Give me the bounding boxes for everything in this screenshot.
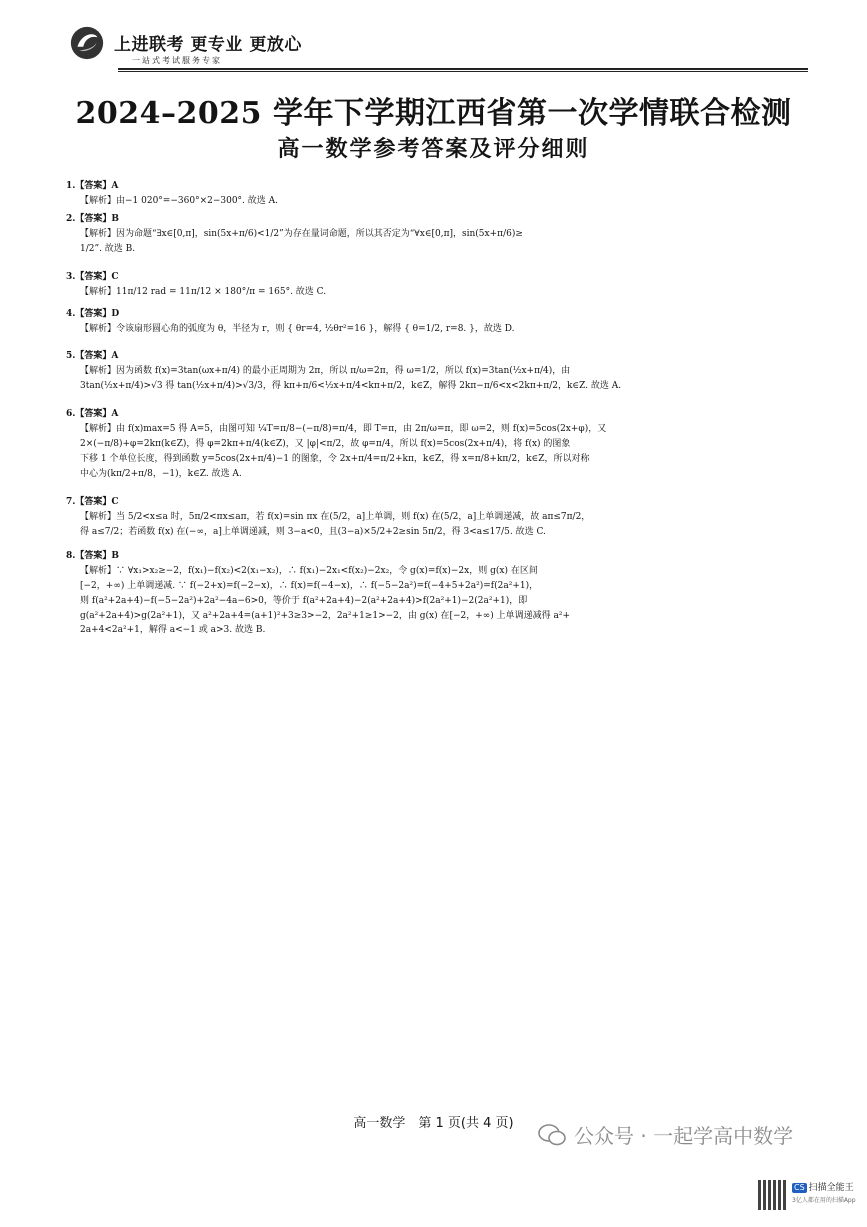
answer-label: 【答案】A [75,351,119,362]
answer-item [66,271,806,300]
solution-line: 【解析】因为函数 f(x)=3tan(ωx+π/4) 的最小正周期为 2π，所以 π/ω=2π，得 ω=1/2，所以 f(x)=3tan(½x+π/4)，由 [80,366,571,377]
solution-line: 2a+4<2a²+1，解得 a<−1 或 a>3. 故选 B. [80,625,266,636]
solution-line: 中心为(kπ/2+π/8，−1)，k∈Z. 故选 A. [80,469,242,479]
answer-label: 【答案】C [75,496,119,507]
answer-heading [66,271,806,285]
answer-item [66,180,806,209]
answer-heading [66,496,806,510]
solution-line: 【解析】由−1 020°=−360°×2−300°. 故选 A. [80,195,278,206]
solution-line: 3tan(½x+π/4)>√3 得 tan(½x+π/4)>√3/3，得 kπ+π/6<½x+π/4<kπ+π/2，k∈Z，解得 2kπ−π/6<x<2kπ+π/2，k∈Z. 故选 A. [80,381,622,392]
answer-label: 【答案】A [75,181,119,191]
solution-line: g(a²+2a+4)>g(2a²+1)，又 a²+2a+4=(a+1)²+3≥3>−2，2a²+1≥1>−2，由 g(x) 在[−2，+∞) 上单调递减得 a²+ [80,610,571,621]
answer-label: 【答案】C [75,271,119,282]
question-number: 6. [66,409,76,420]
solution-line: 1/2”. 故选 B. [80,243,136,254]
question-number: 5. [66,351,76,362]
brand-tagline: 一站式考试服务专家 [132,56,222,65]
page-title: 2024–2025 学年下学期江西省第一次学情联合检测 [75,96,792,131]
question-number: 2. [66,213,76,224]
qr-code [758,1180,788,1210]
answer-item [66,350,806,394]
page-footer: 高一数学 第 1 页(共 4 页) [353,1116,514,1131]
solution-line: 得 a≤7/2；若函数 f(x) 在(−∞，a]上单调递减，则 3−a<0，且(3−a)×5/2+2≥sin 5π/2，得 3<a≤17/5. 故选 C. [80,526,546,537]
solution-line: [−2，+∞) 上单调递减. ∵ f(−2+x)=f(−2−x)，∴ f(x)=f(−4−x)，∴ f(−5−2a²)=f(−4+5+2a²)=f(2a²+1)， [80,580,539,591]
answer-item [66,550,806,639]
answer-heading [66,308,806,322]
answer-item [66,496,806,540]
scan-badge-sub: 3亿人都在用的扫描App [792,1196,856,1204]
camscanner-icon: CS [794,1183,805,1192]
watermark-text: 公众号 · 一起学高中数学 [574,1124,794,1148]
solution-line: 下移 1 个单位长度，得到函数 y=5cos(2x+π/4)−1 的图象，令 2x+π/4=π/2+kπ，k∈Z，得 x=π/8+kπ/2，k∈Z，所以对称 [80,454,590,465]
solution-line: 【解析】当 5/2<x≤a 时，5π/2<πx≤aπ，若 f(x)=sin πx 在(5/2，a]上单调，则 f(x) 在(5/2，a]上单调递减，故 aπ≤7π/2， [80,511,591,522]
scan-badge [792,1183,856,1206]
answer-item [66,213,806,257]
answer-heading [66,180,806,194]
solution-line: 【解析】因为命题“∃x∈[0,π]，sin(5x+π/6)<1/2”为存在量词命题，所以其否定为“∀x∈[0,π]，sin(5x+π/6)≥ [80,228,523,239]
question-number: 3. [66,271,76,282]
answer-heading [66,550,806,564]
answer-heading [66,408,806,422]
answer-label: 【答案】D [75,308,120,319]
solution-line: 【解析】令该扇形圆心角的弧度为 θ，半径为 r，则 { θr=4, ½θr²=16 }，解得 { θ=1/2, r=8. }，故选 D. [80,323,515,334]
question-number: 1. [66,181,76,191]
solution-line: 【解析】由 f(x)max=5 得 A=5，由图可知 ¼T=π/8−(−π/8)=π/4，即 T=π，由 2π/ω=π，即 ω=2，则 f(x)=5cos(2x+φ)，又 [80,424,607,435]
brand-slogan: 上进联考 更专业 更放心 [114,35,302,55]
question-number: 8. [66,550,76,561]
answer-heading [66,350,806,364]
answer-item [66,408,806,482]
solution-line: 2×(−π/8)+φ=2kπ(k∈Z)，得 φ=2kπ+π/4(k∈Z)，又 |φ|<π/2，故 φ=π/4，所以 f(x)=5cos(2x+π/4)，将 f(x) 的图象 [80,439,571,450]
question-number: 7. [66,496,76,507]
watermark [538,1120,793,1149]
logo-icon [68,24,106,62]
wechat-icon [538,1124,566,1146]
answer-label: 【答案】B [75,213,120,224]
solution-line: 则 f(a²+2a+4)−f(−5−2a²)+2a²−4a−6>0，等价于 f(a²+2a+4)−2(a²+2a+4)>f(2a²+1)−2(2a²+1)，即 [80,595,528,606]
answer-list [66,180,806,638]
solution-line: 【解析】11π/12 rad = 11π/12 × 180°/π = 165°. 故选 C. [80,286,327,297]
header-rule [118,68,808,70]
page-subtitle: 高一数学参考答案及评分细则 [277,137,590,162]
header-rule-thin [118,71,808,72]
answer-heading [66,213,806,227]
scan-badge-label: 扫描全能王 [808,1183,854,1193]
question-number: 4. [66,308,76,319]
answer-label: 【答案】A [75,409,119,420]
answer-item [66,308,806,337]
answer-label: 【答案】B [75,550,120,561]
header [66,22,806,74]
solution-line: 【解析】∵ ∀x₁>x₂≥−2，f(x₁)−f(x₂)<2(x₁−x₂)，∴ f(x₁)−2x₁<f(x₂)−2x₂，令 g(x)=f(x)−2x，则 g(x) 在区间 [80,565,538,576]
